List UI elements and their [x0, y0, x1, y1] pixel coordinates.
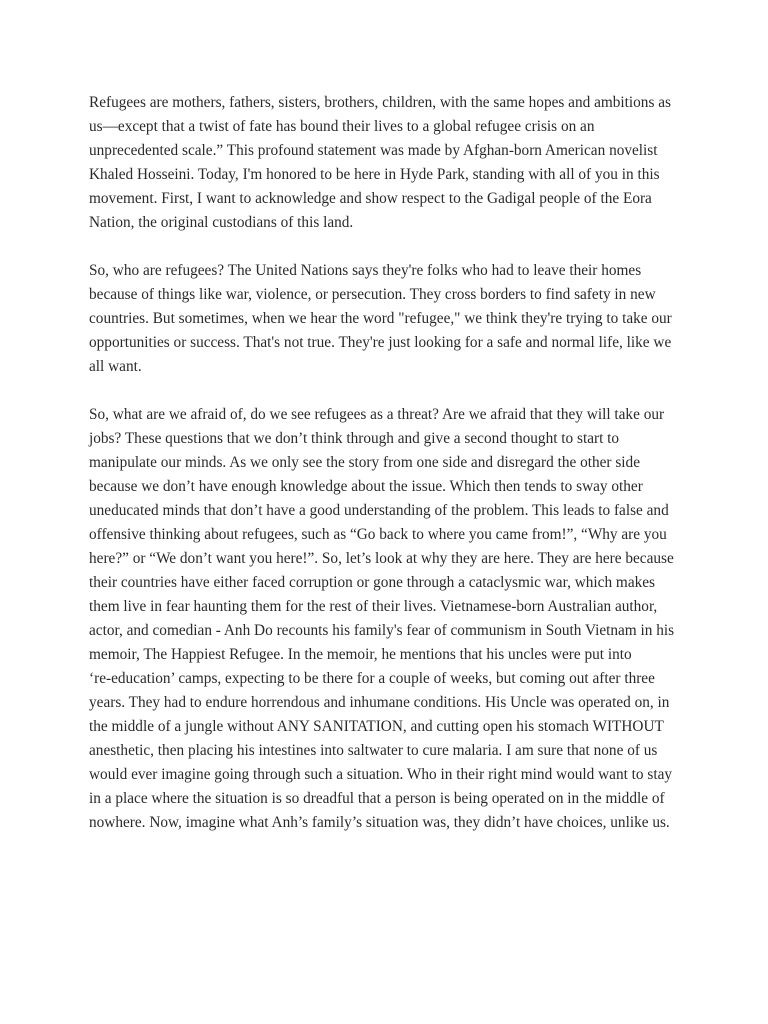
text-line: memoir, The Happiest Refugee. In the memoir, he mentions that his uncles were put into	[89, 646, 632, 663]
text-line: here?” or “We don’t want you here!”. So, let’s look at why they are here. They are here because	[89, 550, 674, 567]
text-line: jobs? These questions that we don’t think through and give a second thought to start to	[89, 430, 620, 447]
paragraph-intro	[89, 91, 671, 235]
text-line: anesthetic, then placing his intestines into saltwater to cure malaria. I am sure that none of us	[89, 742, 658, 759]
text-line: them live in fear haunting them for the rest of their lives. Vietnamese-born Australian author,	[89, 598, 658, 615]
text-line: years. They had to endure horrendous and inhumane conditions. His Uncle was operated on, in	[89, 694, 670, 711]
paragraph-why-afraid	[89, 403, 674, 835]
text-line: opportunities or success. That's not true. They're just looking for a safe and normal life, like we	[89, 334, 672, 351]
paragraph-who-are-refugees	[89, 259, 672, 379]
text-line: us—except that a twist of fate has bound their lives to a global refugee crisis on an	[89, 118, 595, 135]
text-line: nowhere. Now, imagine what Anh’s family’s situation was, they didn’t have choices, unlike us.	[89, 814, 670, 831]
text-line: movement. First, I want to acknowledge and show respect to the Gadigal people of the Eora	[89, 190, 652, 207]
text-line: Khaled Hosseini. Today, I'm honored to be here in Hyde Park, standing with all of you in this	[89, 166, 660, 183]
text-line: unprecedented scale.” This profound statement was made by Afghan-born American novelist	[89, 142, 658, 159]
text-line: Nation, the original custodians of this land.	[89, 214, 354, 231]
text-line: actor, and comedian - Anh Do recounts his family's fear of communism in South Vietnam in his	[89, 622, 675, 639]
text-line: offensive thinking about refugees, such as “Go back to where you came from!”, “Why are you	[89, 526, 667, 543]
text-line: the middle of a jungle without ANY SANITATION, and cutting open his stomach WITHOUT	[89, 718, 664, 735]
text-line: uneducated minds that don’t have a good understanding of the problem. This leads to false and	[89, 502, 669, 519]
text-line: because we don’t have enough knowledge about the issue. Which then tends to sway other	[89, 478, 643, 495]
text-line: their countries have either faced corruption or gone through a cataclysmic war, which makes	[89, 574, 655, 591]
text-line: Refugees are mothers, fathers, sisters, brothers, children, with the same hopes and ambitions as	[89, 94, 671, 111]
text-line: because of things like war, violence, or persecution. They cross borders to find safety in new	[89, 286, 656, 303]
text-line: So, who are refugees? The United Nations says they're folks who had to leave their homes	[89, 262, 642, 279]
text-line: manipulate our minds. As we only see the story from one side and disregard the other side	[89, 454, 640, 471]
text-line: would ever imagine going through such a situation. Who in their right mind would want to stay	[89, 766, 673, 783]
text-line: countries. But sometimes, when we hear the word "refugee," we think they're trying to take our	[89, 310, 672, 327]
text-line: in a place where the situation is so dreadful that a person is being operated on in the middle of	[89, 790, 665, 807]
text-line: all want.	[89, 358, 142, 375]
text-line: ‘re-education’ camps, expecting to be there for a couple of weeks, but coming out after three	[89, 670, 655, 687]
text-line: So, what are we afraid of, do we see refugees as a threat? Are we afraid that they will take our	[89, 406, 665, 423]
